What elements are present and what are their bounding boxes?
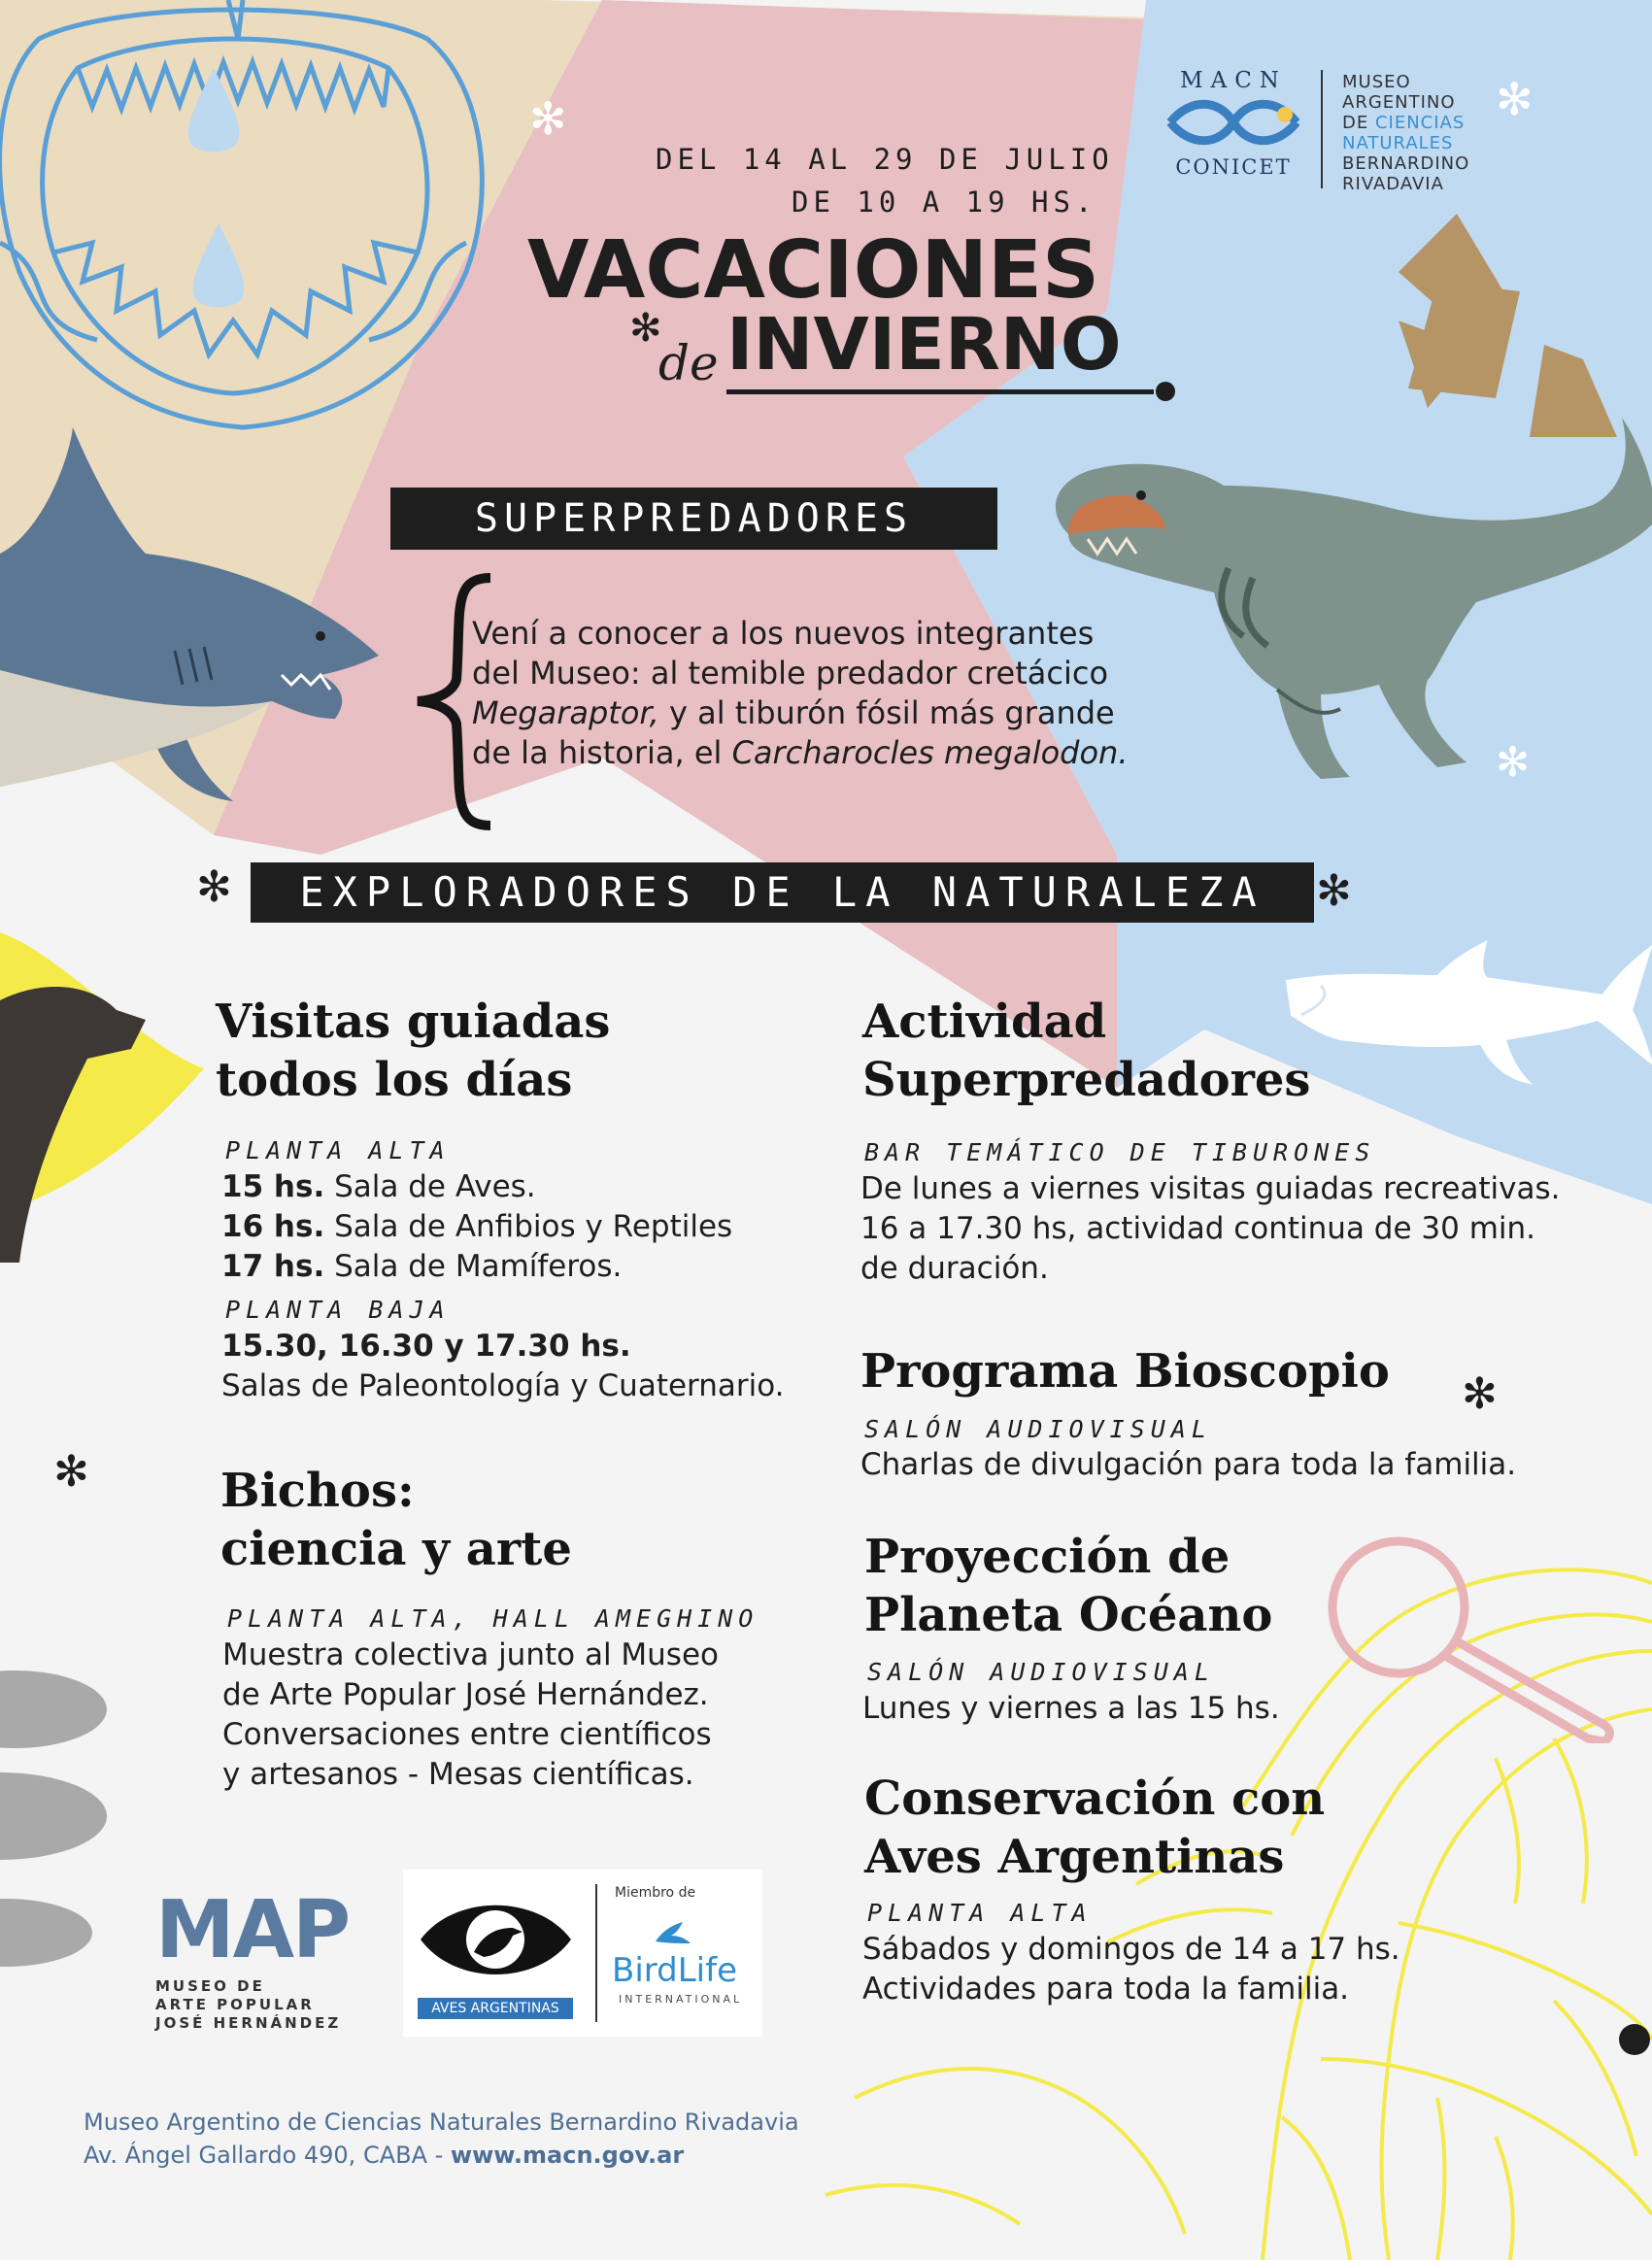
schedule-room: Sala de Anfibios y Reptiles — [324, 1209, 733, 1244]
macn-name-block — [1342, 72, 1469, 194]
grey-stone — [0, 1772, 107, 1860]
actividad-line: De lunes a viernes visitas guiadas recreativas. — [860, 1171, 1561, 1206]
asterisk-icon: ✻ — [196, 862, 232, 912]
actividad-title-line: Actividad — [862, 995, 1107, 1049]
aves-eye-logo — [416, 1889, 576, 1991]
bichos-caption: PLANTA ALTA, HALL AMEGHINO — [227, 1604, 759, 1633]
title-underline — [726, 389, 1154, 394]
grey-stone — [0, 1670, 107, 1748]
bioscopio-line: Charlas de divulgación para toda la familia. — [860, 1447, 1517, 1482]
superpredadores-intro — [472, 614, 1129, 773]
hours-line: DE 10 A 19 HS. — [792, 186, 1097, 219]
schedule-room: Sala de Aves. — [324, 1169, 536, 1204]
footer-address: Av. Ángel Gallardo 490, CABA - — [84, 2142, 451, 2169]
footer-museum-name: Museo Argentino de Ciencias Naturales Bernardino Rivadavia — [84, 2108, 799, 2136]
map-logo-line: ARTE POPULAR — [155, 1996, 315, 2013]
schedule-time: 17 hs. — [221, 1249, 325, 1284]
title-vacaciones: VACACIONES — [527, 224, 1100, 317]
conservacion-line: Actividades para toda la familia. — [862, 1972, 1350, 2007]
macn-name-line: DE — [1342, 113, 1375, 133]
birdlife-bird-icon — [654, 1920, 692, 1949]
schedule-room: Sala de Mamíferos. — [324, 1249, 623, 1284]
macn-name-highlight: CIENCIAS — [1374, 113, 1466, 133]
map-logo-line: MUSEO DE — [155, 1977, 265, 1995]
international-text: INTERNATIONAL — [619, 1993, 743, 2006]
visitas-caption-planta-alta: PLANTA ALTA — [225, 1136, 451, 1164]
proyeccion-title-line: Planeta Océano — [864, 1588, 1273, 1642]
bichos-body — [222, 1636, 719, 1795]
asterisk-icon: ✻ — [53, 1447, 89, 1497]
intro-line: Vení a conocer a los nuevos integrantes — [472, 615, 1095, 652]
title-invierno: INVIERNO — [726, 303, 1122, 387]
actividad-title-line: Superpredadores — [862, 1053, 1311, 1107]
schedule-time: 15.30, 16.30 y 17.30 hs. — [221, 1329, 631, 1364]
bioscopio-title: Programa Bioscopio — [860, 1344, 1390, 1399]
schedule-time: 16 hs. — [221, 1209, 325, 1244]
exploradores-label: EXPLORADORES DE LA NATURALEZA — [251, 862, 1314, 923]
asterisk-icon: ✻ — [529, 92, 567, 145]
bichos-line: Conversaciones entre científicos — [222, 1717, 712, 1752]
asterisk-icon: ✻ — [629, 306, 662, 351]
visitas-title — [216, 993, 610, 1109]
bichos-line: Muestra colectiva junto al Museo — [222, 1637, 720, 1672]
white-shark-outline — [1282, 937, 1652, 1093]
actividad-caption: BAR TEMÁTICO DE TIBURONES — [864, 1138, 1376, 1166]
macn-acronym: MACN — [1180, 68, 1287, 93]
map-logo — [155, 1884, 350, 2033]
aves-label: AVES ARGENTINAS — [418, 1998, 573, 2019]
map-logo-text — [155, 1977, 349, 2033]
macn-name-line: MUSEO — [1342, 72, 1411, 92]
conservacion-body — [862, 1930, 1400, 2009]
macn-name-line: ARGENTINO — [1342, 92, 1456, 113]
bioscopio-caption: SALÓN AUDIOVISUAL — [864, 1415, 1212, 1443]
footer-website-link[interactable]: www.macn.gov.ar — [450, 2142, 685, 2169]
visitas-schedule-baja — [221, 1327, 785, 1406]
conservacion-title-line: Aves Argentinas — [864, 1830, 1285, 1884]
dates-line: DEL 14 AL 29 DE JULIO — [656, 143, 1114, 176]
macn-name-line: BERNARDINO — [1342, 153, 1470, 174]
actividad-title — [862, 993, 1310, 1109]
conservacion-title — [864, 1770, 1325, 1886]
schedule-room: Salas de Paleontología y Cuaternario. — [221, 1368, 785, 1403]
actividad-body — [860, 1169, 1561, 1289]
proyeccion-title-line: Proyección de — [864, 1530, 1231, 1584]
miembro-text: Miembro de — [615, 1885, 696, 1901]
actividad-line: de duración. — [860, 1251, 1049, 1286]
aves-birdlife-logo — [403, 1870, 762, 2037]
macn-name-line: NATURALES — [1342, 133, 1454, 153]
schedule-time: 15 hs. — [221, 1169, 325, 1204]
logo-divider — [595, 1884, 597, 2022]
visitas-schedule — [221, 1167, 732, 1287]
macn-logo — [1151, 68, 1316, 179]
title-de: de — [658, 335, 719, 391]
intro-italic: Megaraptor, — [472, 694, 659, 731]
bichos-title-line: ciencia y arte — [220, 1522, 572, 1576]
intro-line: de la historia, el — [472, 734, 732, 771]
footer — [84, 2106, 799, 2172]
asterisk-icon: ✻ — [1316, 866, 1352, 916]
proyeccion-line: Lunes y viernes a las 15 hs. — [862, 1691, 1280, 1726]
intro-italic: Carcharocles megalodon. — [731, 734, 1129, 771]
map-logo-mark: MAP — [155, 1884, 350, 1976]
grey-stone — [0, 1899, 92, 1967]
shark-jaw-illustration — [0, 0, 505, 447]
bichos-title-line: Bichos: — [220, 1464, 415, 1518]
superpredadores-label: SUPERPREDADORES — [390, 488, 997, 550]
bichos-line: y artesanos - Mesas científicas. — [222, 1757, 694, 1792]
map-logo-line: JOSÉ HERNÁNDEZ — [155, 2014, 342, 2032]
asterisk-icon: ✻ — [1496, 738, 1531, 786]
conservacion-line: Sábados y domingos de 14 a 17 hs. — [862, 1932, 1400, 1967]
shark-illustration — [0, 427, 398, 816]
magnifier-icon — [1321, 1530, 1622, 1743]
conservacion-caption: PLANTA ALTA — [867, 1899, 1093, 1927]
title-dot — [1156, 382, 1175, 401]
logo-divider — [1321, 70, 1323, 188]
macn-name-line: RIVADAVIA — [1342, 174, 1444, 194]
bichos-title — [220, 1462, 572, 1578]
conservacion-title-line: Conservación con — [864, 1771, 1326, 1826]
proyeccion-caption: SALÓN AUDIOVISUAL — [867, 1658, 1215, 1686]
visitas-title-line: Visitas guiadas — [216, 995, 611, 1049]
visitas-caption-planta-baja: PLANTA BAJA — [225, 1296, 451, 1324]
asterisk-icon: ✻ — [1462, 1369, 1498, 1419]
asterisk-icon: ✻ — [1496, 73, 1534, 125]
intro-line: y al tiburón fósil más grande — [658, 694, 1115, 731]
conicet-text: CONICET — [1175, 155, 1292, 179]
bichos-line: de Arte Popular José Hernández. — [222, 1677, 709, 1712]
actividad-line: 16 a 17.30 hs, actividad continua de 30 min. — [860, 1211, 1536, 1246]
birdlife-text: BirdLife — [612, 1951, 738, 1990]
proyeccion-title — [864, 1528, 1272, 1644]
macn-wave-icon — [1161, 93, 1306, 152]
visitas-title-line: todos los días — [216, 1053, 573, 1107]
intro-line: del Museo: al temible predador cretácico — [472, 655, 1109, 691]
